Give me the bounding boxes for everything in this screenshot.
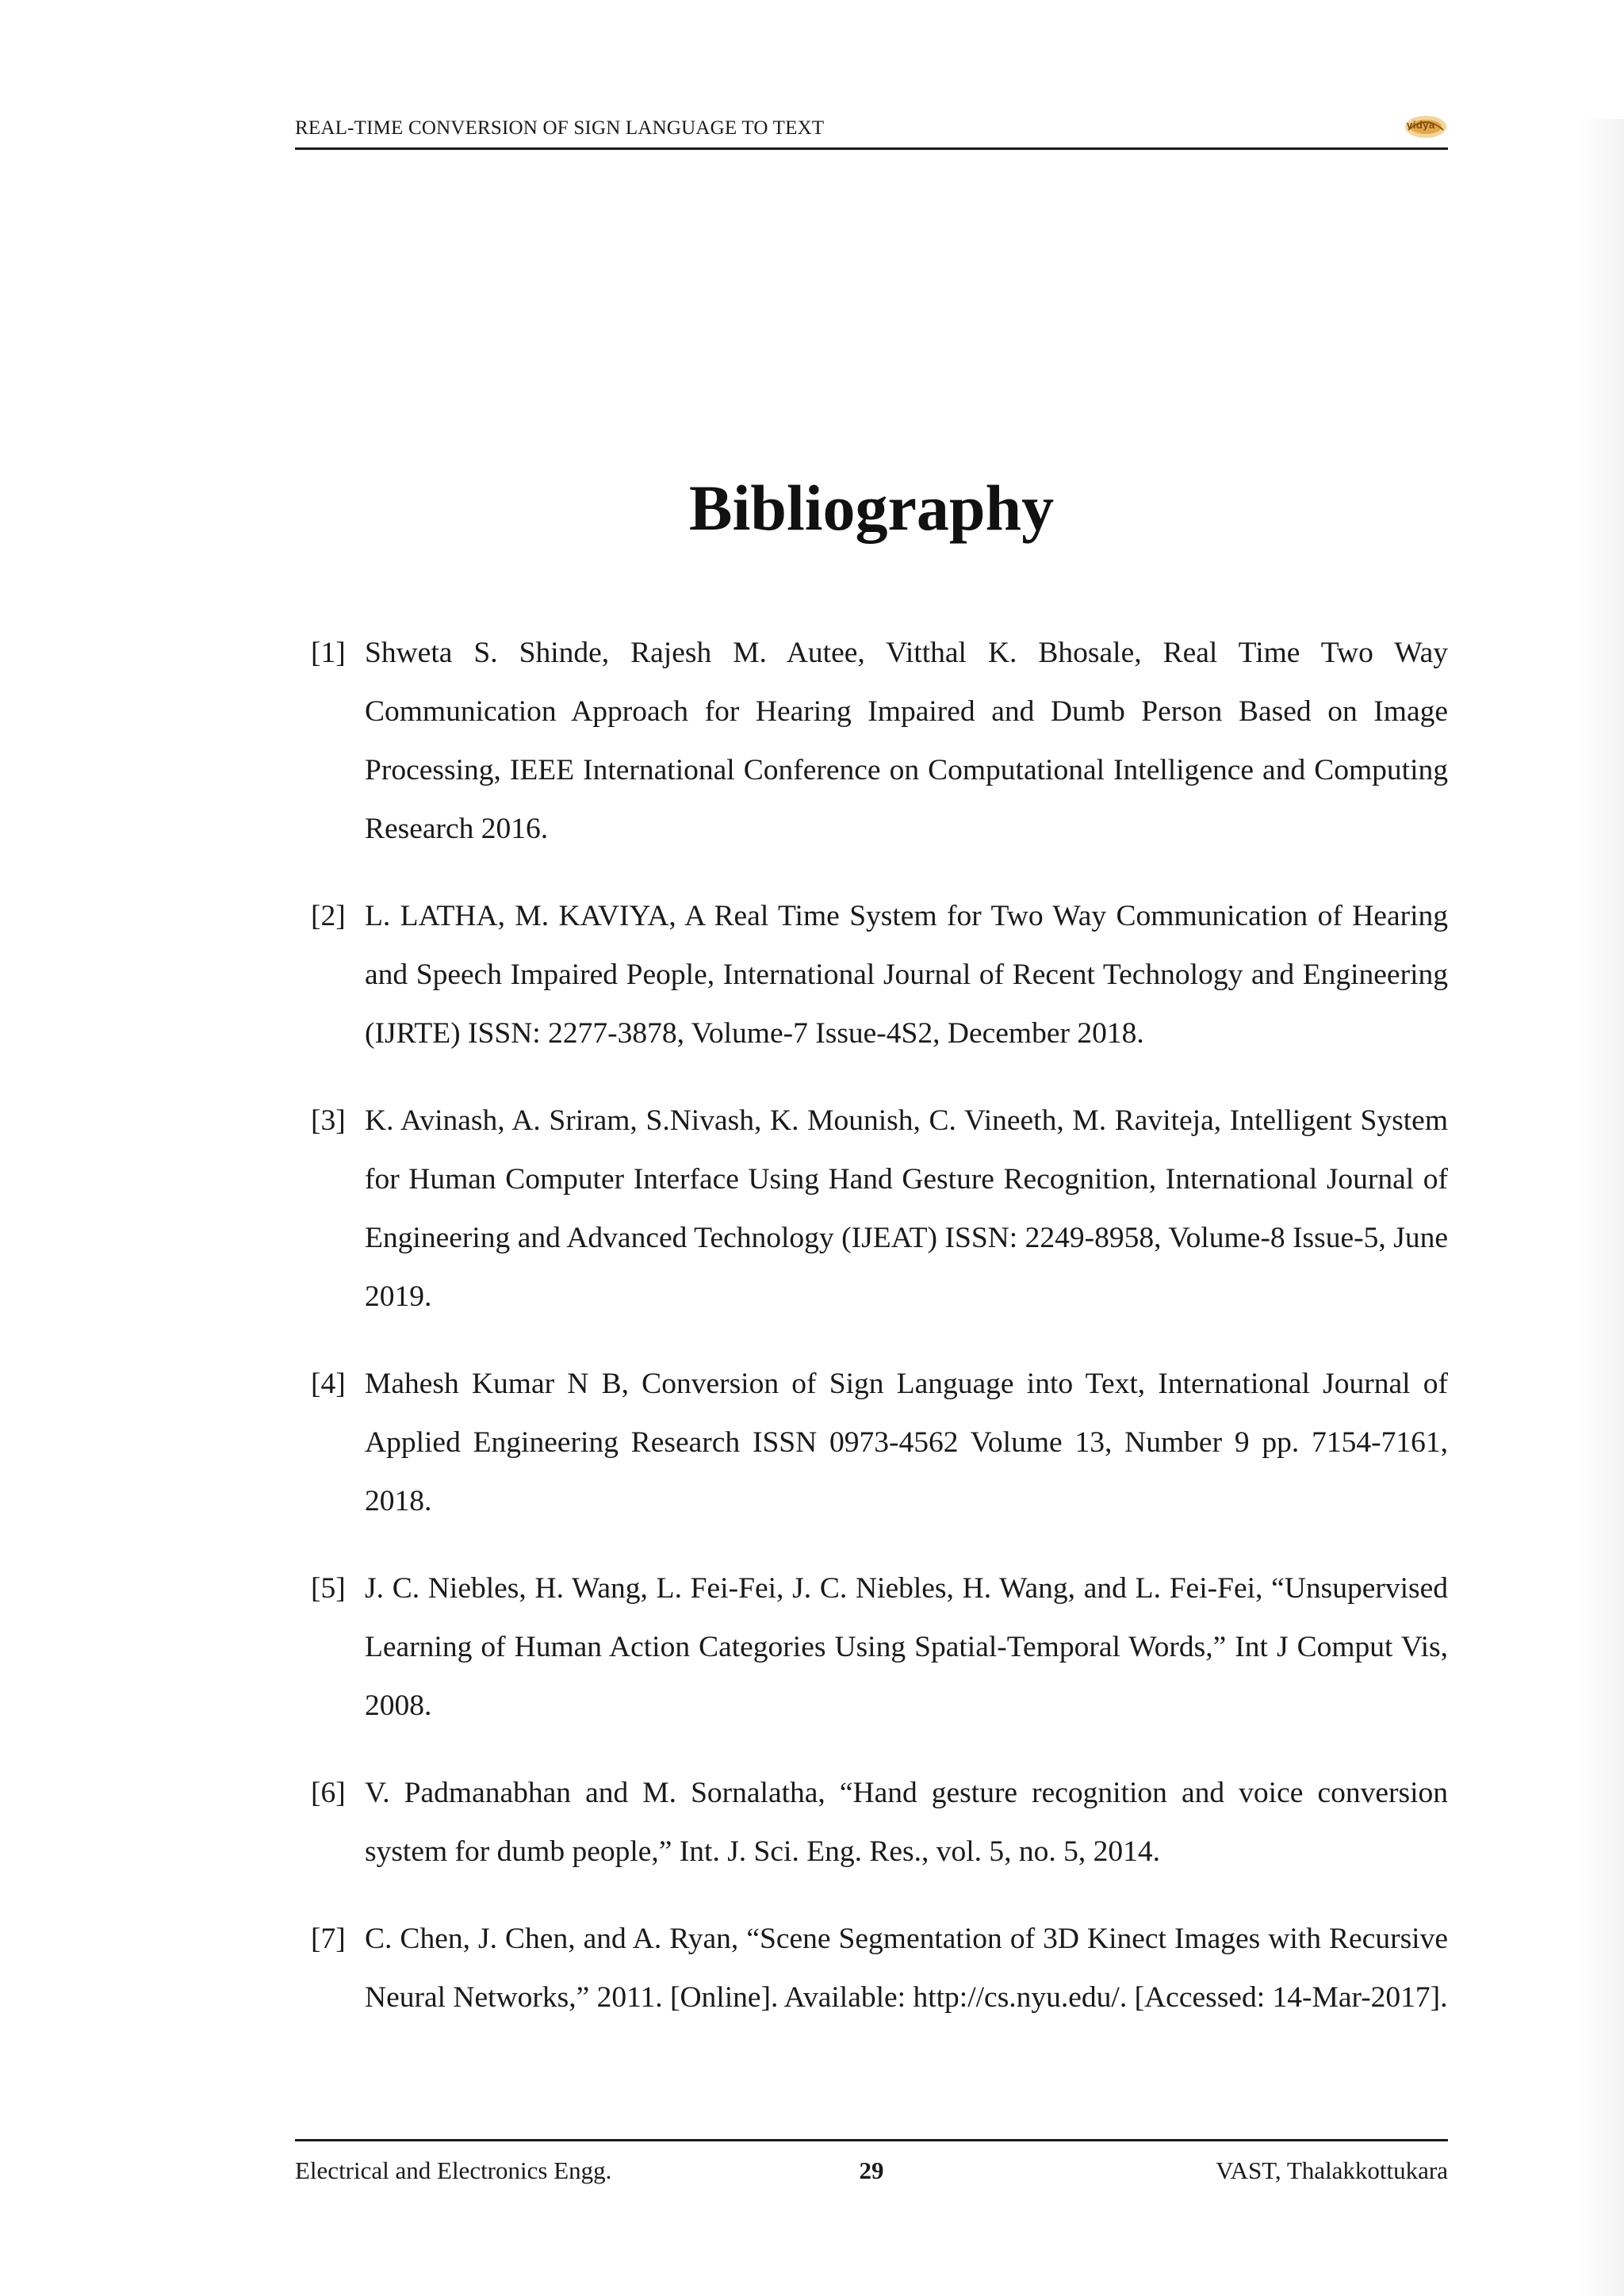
running-header xyxy=(295,111,1448,151)
reference-label: [5] xyxy=(311,1572,346,1605)
header-rule xyxy=(295,147,1448,150)
reference-label: [1] xyxy=(311,637,346,669)
reference-text: Shweta S. Shinde, Rajesh M. Autee, Vitthal K. Bhosale, Real Time Two Way Communication Approach for Hearing Impaired and Dumb Person Based on Image Processing, IEEE International Conference on Computational Intelligence and Computing Research 2016. xyxy=(365,637,1448,845)
running-header-title: REAL-TIME CONVERSION OF SIGN LANGUAGE TO TEXT xyxy=(295,117,825,139)
reference-label: [2] xyxy=(311,900,346,932)
bibliography-entry xyxy=(295,1559,1448,1735)
bibliography-entry xyxy=(295,624,1448,859)
reference-label: [7] xyxy=(311,1923,346,1955)
page-edge-shade xyxy=(1578,119,1624,2296)
reference-label: [6] xyxy=(311,1777,346,1809)
reference-text: V. Padmanabhan and M. Sornalatha, “Hand gesture recognition and voice conversion system for dumb people,” Int. J. Sci. Eng. Res., vol. 5, no. 5, 2014. xyxy=(365,1777,1448,1868)
footer-institution: VAST, Thalakkottukara xyxy=(1216,2156,1448,2184)
reference-text: C. Chen, J. Chen, and A. Ryan, “Scene Segmentation of 3D Kinect Images with Recursive Neural Networks,” 2011. [Online]. Available: http://cs.nyu.edu/. [Accessed: 14-Mar-2017]. xyxy=(365,1923,1448,2014)
bibliography-entry xyxy=(295,887,1448,1063)
reference-label: [4] xyxy=(311,1368,346,1400)
logo-wordmark: vidya xyxy=(1407,119,1435,131)
running-footer xyxy=(295,2156,1448,2188)
page-number: 29 xyxy=(859,2156,884,2184)
reference-text: K. Avinash, A. Sriram, S.Nivash, K. Mounish, C. Vineeth, M. Raviteja, Intelligent System for Human Computer Interface Using Hand Gesture Recognition, International Journal of Engineering and Advanced Technology (IJEAT) ISSN: 2249-8958, Volume-8 Issue-5, June 2019. xyxy=(365,1104,1448,1313)
reference-label: [3] xyxy=(311,1104,346,1137)
reference-text: Mahesh Kumar N B, Conversion of Sign Language into Text, International Journal of Applied Engineering Research ISSN 0973-4562 Volume 13, Number 9 pp. 7154-7161, 2018. xyxy=(365,1368,1448,1517)
bibliography-entry xyxy=(295,1764,1448,1881)
bibliography-entry xyxy=(295,1092,1448,1326)
bibliography-entry xyxy=(295,1910,1448,2027)
chapter-title: Bibliography xyxy=(688,471,1055,544)
footer-rule xyxy=(295,2139,1448,2141)
reference-text: J. C. Niebles, H. Wang, L. Fei-Fei, J. C. Niebles, H. Wang, and L. Fei-Fei, “Unsupervised Learning of Human Action Categories Using Spatial-Temporal Words,” Int J Comput Vis, 2008. xyxy=(365,1572,1448,1722)
footer-department: Electrical and Electronics Engg. xyxy=(295,2156,612,2184)
reference-text: L. LATHA, M. KAVIYA, A Real Time System for Two Way Communication of Hearing and Speech Impaired People, International Journal of Recent Technology and Engineering (IJRTE) ISSN: 2277-3878, Volume-7 Issue-4S2, December 2018. xyxy=(365,900,1448,1050)
bibliography-entry xyxy=(295,1355,1448,1531)
vidya-logo xyxy=(1404,111,1448,141)
bibliography-list xyxy=(295,624,1448,2056)
